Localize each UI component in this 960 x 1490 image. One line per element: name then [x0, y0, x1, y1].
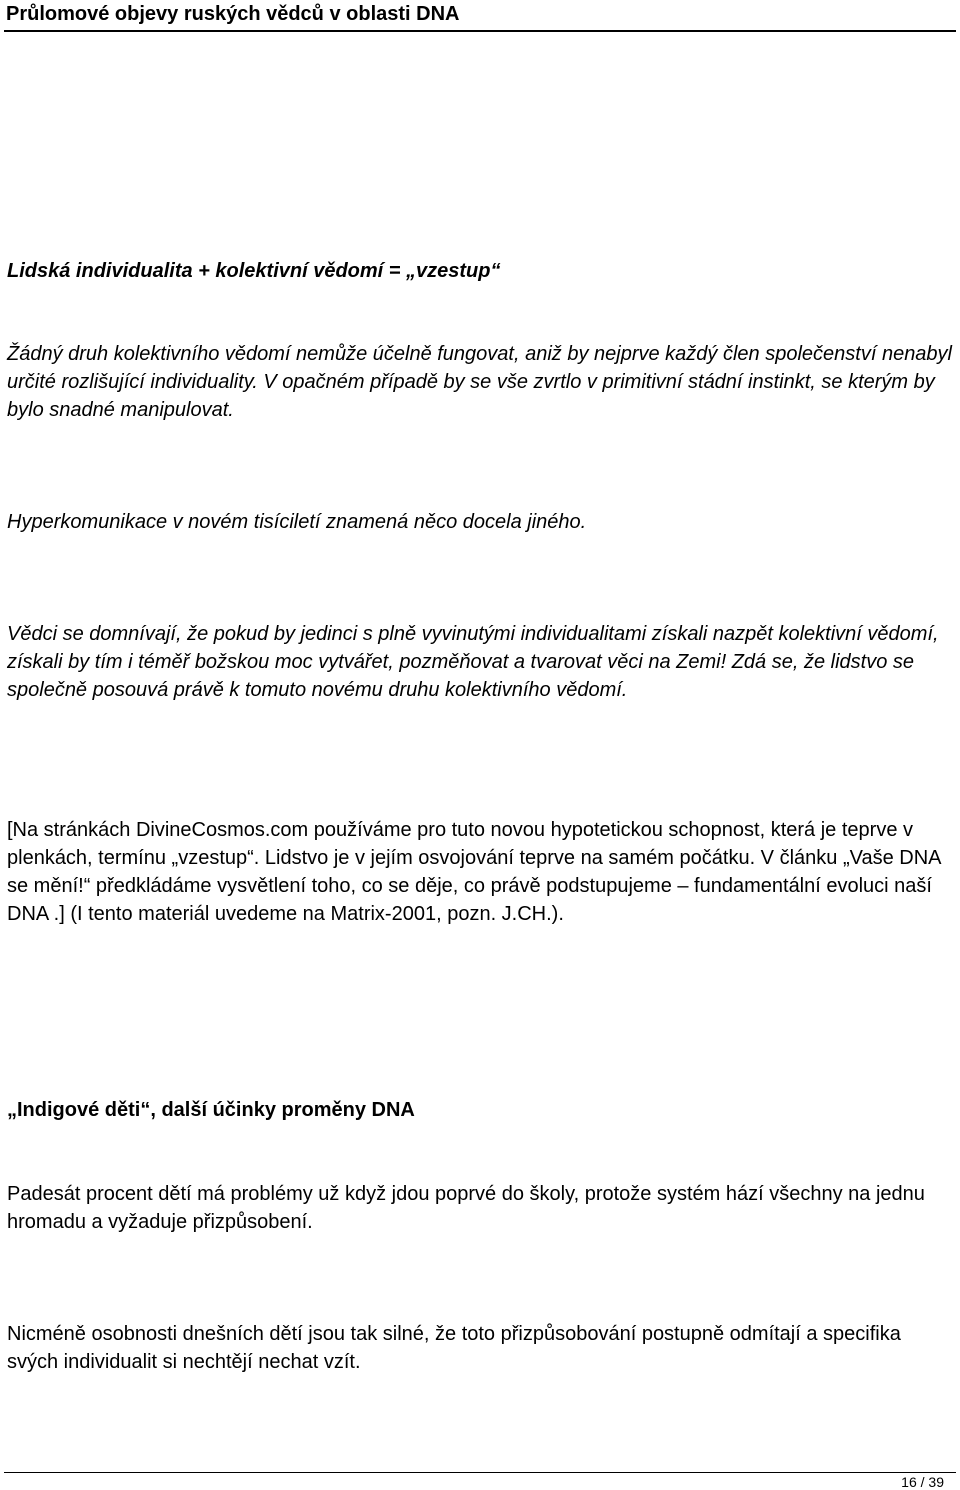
page-header: [0, 0, 960, 34]
section-heading-individuality: Lidská individualita + kolektivní vědomí = „vzestup“: [7, 260, 501, 282]
section-heading-indigo-children: „Indigové děti“, další účinky proměny DNA: [7, 1099, 415, 1121]
paragraph-hypercommunication: Hyperkomunikace v novém tisíciletí znamená něco docela jiného.: [7, 511, 587, 533]
paragraph-school-problems: Padesát procent dětí má problémy už když jdou poprvé do školy, protože systém hází všechny na jednu hromadu a vyžaduje přizpůsobení.: [7, 1183, 925, 1233]
page-number: 16 / 39: [901, 1474, 944, 1490]
paragraph-collective-consciousness: Žádný druh kolektivního vědomí nemůže účelně fungovat, aniž by nejprve každý člen společenství nenabyl určité rozlišující individuality. V opačném případě by se vše zvrtlo v primitivní stádní instinkt, se kterým by bylo snadné manipulovat.: [7, 343, 952, 421]
paragraph-children-personalities: Nicméně osobnosti dnešních dětí jsou tak silné, že toto přizpůsobování postupně odmítají a specifika svých individualit si nechtějí nechat vzít.: [7, 1323, 901, 1373]
paragraph-scientists-belief: Vědci se domnívají, že pokud by jedinci s plně vyvinutými individualitami získali nazpět kolektivní vědomí, získali by tím i téměř božskou moc vytvářet, pozměňovat a tvarovat věci na Zemi! Zdá se, že lidstvo se společně posouvá právě k tomuto novému druhu kolektivního vědomí.: [7, 623, 939, 701]
footer-divider: [4, 1472, 956, 1473]
header-divider: [4, 30, 956, 32]
document-title: Průlomové objevy ruských vědců v oblasti DNA: [6, 3, 460, 25]
paragraph-divinecosmos-note: [Na stránkách DivineCosmos.com používáme pro tuto novou hypotetickou schopnost, která je teprve v plenkách, termínu „vzestup“. Lidstvo je v jejím osvojování teprve na samém počátku. V článku „Vaše DNA se mění!“ předkládáme vysvětlení toho, co se děje, co právě podstupujeme – fundamentální evoluci naší DNA .] (I tento materiál uvedeme na Matrix-2001, pozn. J.CH.).: [7, 819, 941, 925]
